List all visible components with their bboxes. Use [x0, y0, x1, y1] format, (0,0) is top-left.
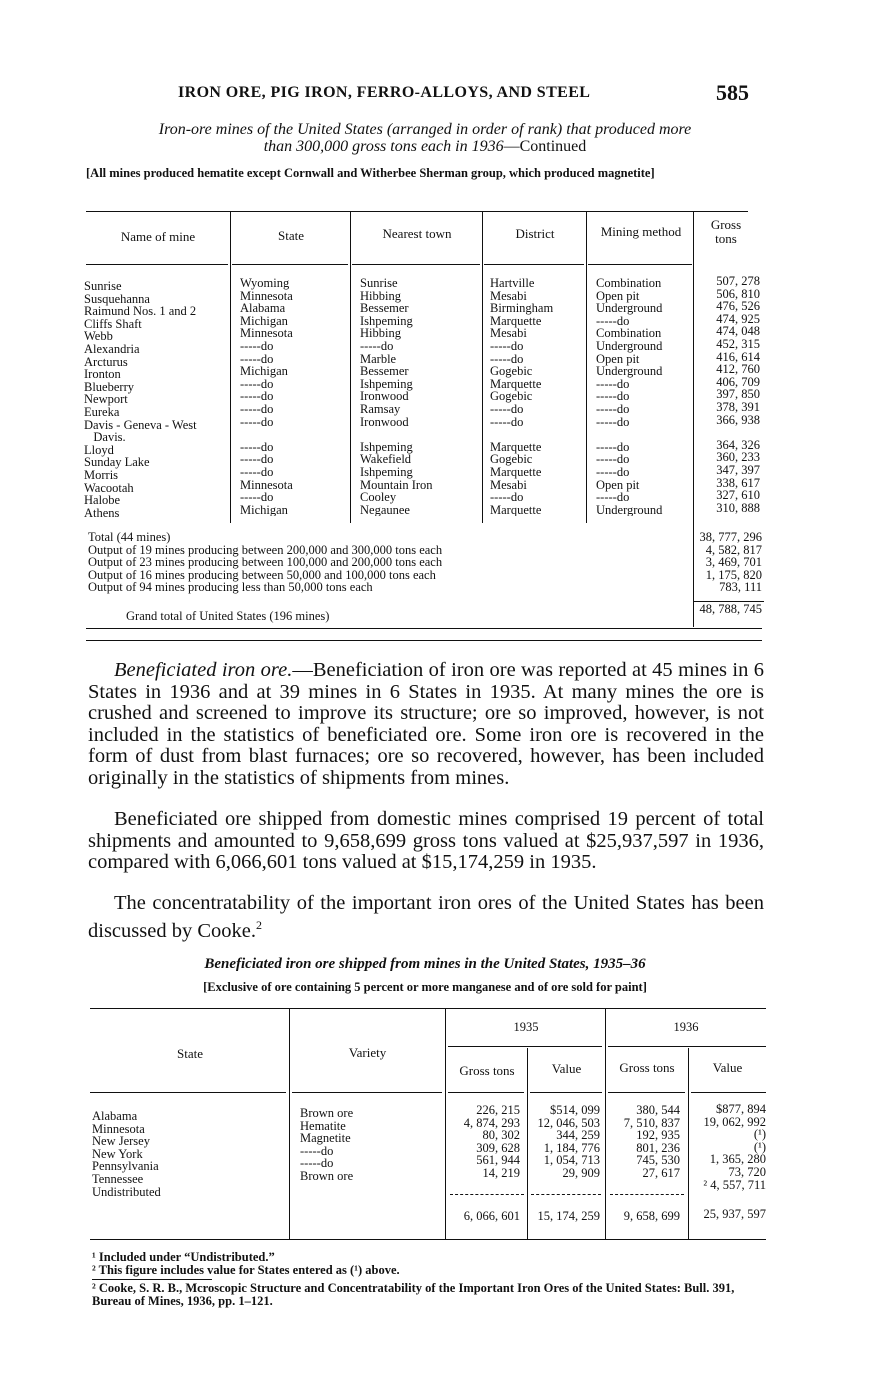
table1-note: [All mines produced hematite except Cornwall and Witherbee Sherman group, which produced magnetite]: [86, 166, 655, 180]
towns-column: Sunrise Hibbing Bessemer Ishpeming Hibbing -----do Marble Bessemer Ishpeming Ironwood Ramsay Ironwood Ishpeming Wakefield Ishpeming Mountain Iron Cooley Negaunee: [360, 277, 433, 517]
table1-top-rule: [86, 211, 748, 212]
t2-total-rule: [450, 1194, 524, 1196]
t2-header-value-1936: Value: [712, 1060, 743, 1075]
grand-total-value: 48, 788, 745: [699, 603, 762, 616]
paragraph-concentratability: [88, 893, 764, 942]
page-number: 585: [716, 80, 749, 105]
t2-header-value-1935: Value: [551, 1061, 582, 1076]
grand-total-label: Grand total of United States (196 mines): [126, 610, 330, 623]
col-header-town: Nearest town: [382, 226, 452, 241]
t2-tons-1936-column: 380, 544 7, 510, 837 192, 935 801, 236 745, 530 27, 617: [623, 1104, 680, 1180]
table1-bottom-rule: [86, 628, 762, 629]
table1-col-divider: [482, 211, 483, 523]
col-header-district: District: [515, 226, 555, 241]
t2-value-1935-column: $514, 099 12, 046, 503 344, 259 1, 184, 776 1, 054, 713 29, 909: [537, 1104, 600, 1180]
t2-header-1936: 1936: [673, 1020, 699, 1034]
t2-total-tons-1936: 9, 658, 699: [623, 1210, 680, 1223]
summary-values: 38, 777, 296 4, 582, 817 3, 469, 701 1, 175, 820 783, 111: [699, 531, 762, 594]
col-header-method: Mining method: [600, 224, 682, 239]
table2-header-rule: [448, 1092, 524, 1093]
t2-total-tons-1935: 6, 066, 601: [463, 1210, 520, 1223]
table1-header-rule: [232, 264, 348, 265]
summary-labels: Total (44 mines) Output of 19 mines producing between 200,000 and 300,000 tons each Output of 23 mines producing between 100,000 and 200,000 tons each Output of 16 mines producing between 50,000 and 100,000 tons each Output of 94 mines producing less than 50,000 tons each: [88, 531, 443, 594]
col-header-mine: Name of mine: [120, 229, 196, 244]
t2-total-rule: [531, 1194, 601, 1196]
table2-caption: Beneficiated iron ore shipped from mines in the United States, 1935–36: [204, 956, 646, 972]
paragraph-text: —Beneficiation of iron ore was reported at 45 mines in 6 States in 1936 and at 39 mines in 6 States in 1935. At many mines the ore is crushed and screened to improve its structure; ore so improved, however, is not included in the statistics of beneficiated ore. Some iron ore is recovered in the form of dust from blast furnaces; ore so recovered, however, has been included originally in the statistics of shipments from mines.: [88, 659, 764, 789]
states-column: Wyoming Minnesota Alabama Michigan Minnesota -----do -----do Michigan -----do -----do -----do -----do -----do -----do -----do Minnesota -----do Michigan: [240, 277, 293, 517]
table1-caption-continued: —Continued: [503, 138, 587, 155]
table2-header-rule: [530, 1092, 602, 1093]
t2-value-1936-column: $877, 894 19, 062, 992 (¹) (¹) 1, 365, 280 73, 720 ² 4, 557, 711: [703, 1103, 766, 1192]
footnote-separator: [92, 1279, 212, 1280]
table2-col-divider: [605, 1008, 606, 1240]
table2-year-rule: [448, 1046, 602, 1047]
paragraph-beneficiated: [88, 660, 764, 790]
paragraph-text: The concentratability of the important iron ores of the United States has been discussed by Cooke.: [88, 892, 764, 942]
paragraph-shipments: Beneficiated ore shipped from domestic mines comprised 19 percent of total shipments and amounted to 9,658,699 gross tons valued at $25,937,597 in 1936, compared with 6,066,601 tons valued at $15,174,259 in 1935.: [88, 808, 764, 874]
running-head: IRON ORE, PIG IRON, FERRO-ALLOYS, AND STEEL: [178, 84, 591, 101]
table2-year-rule: [608, 1046, 766, 1047]
table1-col-divider: [586, 211, 587, 523]
districts-column: Hartville Mesabi Birmingham Marquette Mesabi -----do -----do Gogebic Marquette Gogebic -----do -----do Marquette Gogebic Marquette Mesabi -----do Marquette: [490, 277, 554, 517]
table2-header-rule: [90, 1092, 286, 1093]
table2-header-rule: [691, 1092, 766, 1093]
t2-header-tons-1936: Gross tons: [619, 1060, 675, 1075]
table2-header-rule: [292, 1092, 442, 1093]
col-header-state: State: [278, 228, 304, 243]
t2-header-1935: 1935: [513, 1020, 539, 1034]
t2-total-value-1935: 15, 174, 259: [537, 1210, 600, 1223]
t2-header-tons-1935: Gross tons: [459, 1063, 515, 1078]
table2-top-rule: [90, 1008, 766, 1009]
footnote-1: ¹ Included under “Undistributed.”: [92, 1250, 275, 1264]
t2-total-value-1936: 25, 937, 597: [703, 1208, 766, 1221]
table1-header-rule: [352, 264, 480, 265]
grand-total-rule: [694, 601, 764, 602]
table1-header-rule: [484, 264, 584, 265]
mine-names-column: Sunrise Susquehanna Raimund Nos. 1 and 2 Cliffs Shaft Webb Alexandria Arcturus Ironton Blueberry Newport Eureka Davis - Geneva - West Davis. Lloyd Sunday Lake Morris Wacootah Halobe Athens: [84, 280, 197, 520]
footnote-cooke: ² Cooke, S. R. B., Mcroscopic Structure and Concentratability of the Important Iron Ores of the United States: Bull. 391, Bureau of Mines, 1936, pp. 1–121.: [92, 1281, 735, 1308]
t2-variety-column: Brown ore Hematite Magnetite -----do -----do Brown ore: [300, 1107, 354, 1183]
footnote-2: ² This figure includes value for States entered as (¹) above.: [92, 1263, 400, 1277]
table2-header-rule: [608, 1092, 685, 1093]
table1-col-divider: [230, 211, 231, 523]
t2-total-rule: [610, 1194, 684, 1196]
t2-tons-1935-column: 226, 215 4, 874, 293 80, 302 309, 628 561, 944 14, 219: [463, 1104, 520, 1180]
table1-caption-line1: Iron-ore mines of the United States (arranged in order of rank) that produced more: [158, 121, 692, 138]
table1-header-rule: [86, 264, 228, 265]
t2-header-state: State: [177, 1046, 203, 1061]
table1-caption-line2: than 300,000 gross tons each in 1936: [263, 138, 504, 155]
paragraph-run-in-heading: Beneficiated iron ore.: [114, 659, 293, 681]
table2-col-divider: [289, 1008, 290, 1240]
col-header-tons: [696, 218, 756, 246]
table2-col-divider: [445, 1008, 446, 1240]
t2-states-column: Alabama Minnesota New Jersey New York Pennsylvania Tennessee Undistributed: [92, 1110, 161, 1199]
table2-col-divider: [688, 1048, 689, 1240]
col-header-tons-line2: tons: [715, 231, 737, 246]
table2-bottom-rule: [90, 1239, 766, 1240]
footnote-ref: 2: [255, 917, 262, 932]
col-header-tons-line1: Gross: [710, 217, 742, 232]
t2-header-variety: Variety: [348, 1045, 387, 1060]
table1-header-rule: [588, 264, 692, 265]
table1-end-rule: [86, 640, 762, 641]
table1-caption: [80, 121, 770, 155]
table2-note: [Exclusive of ore containing 5 percent or more manganese and of ore sold for paint]: [203, 980, 647, 994]
table1-col-divider: [350, 211, 351, 523]
methods-column: Combination Open pit Underground -----do Combination Underground Open pit Underground -----do -----do -----do -----do -----do -----do -----do Open pit -----do Underground: [596, 277, 663, 517]
gross-tons-column: 507, 278 506, 810 476, 526 474, 925 474, 048 452, 315 416, 614 412, 760 406, 709 397, 850 378, 391 366, 938 364, 326 360, 233 347, 397 338, 617 327, 610 310, 888: [716, 275, 760, 515]
